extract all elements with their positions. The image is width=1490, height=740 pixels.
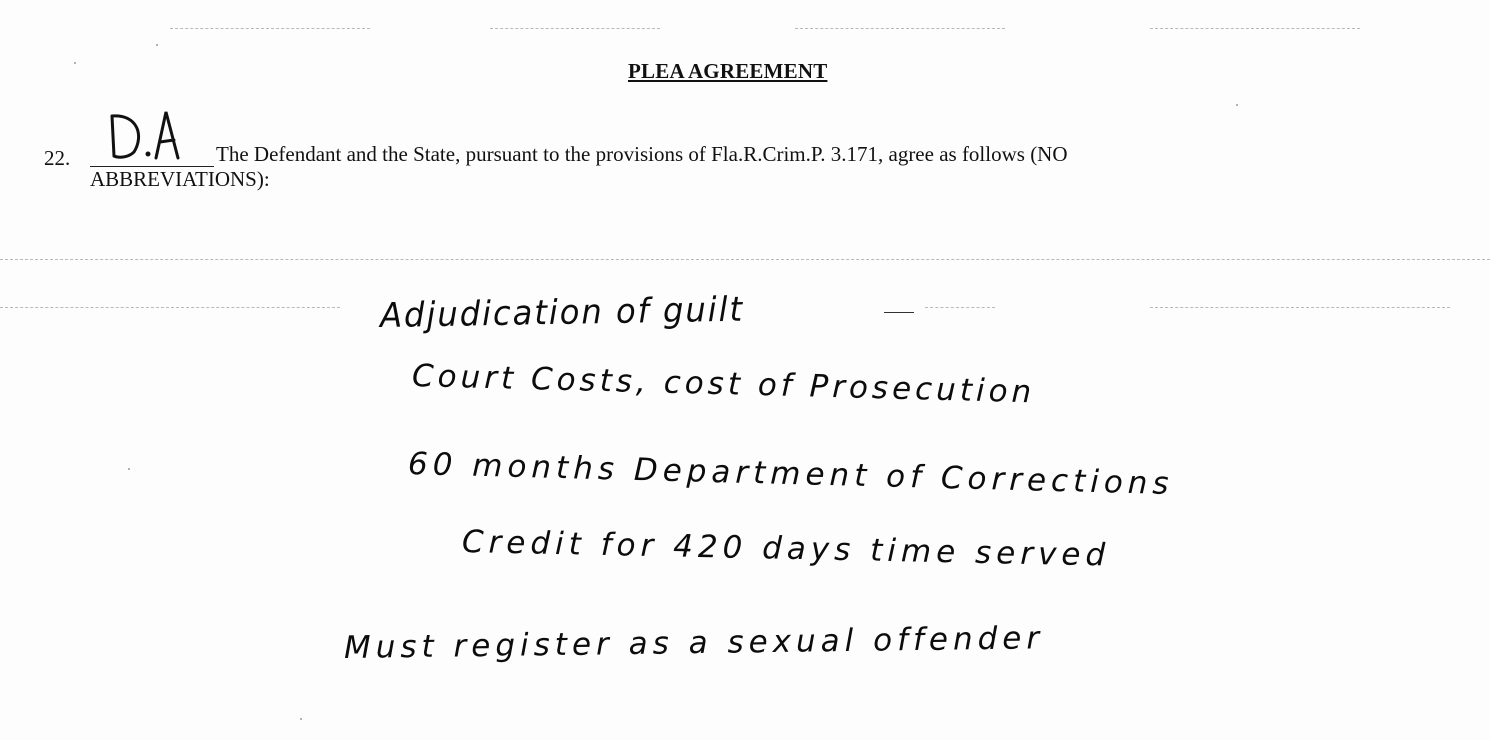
scan-artifact-dot bbox=[1236, 104, 1238, 106]
scan-artifact-line bbox=[490, 28, 660, 29]
scan-artifact-line bbox=[1150, 307, 1450, 308]
scan-artifact-line bbox=[795, 28, 1005, 29]
scan-artifact-line bbox=[0, 307, 340, 308]
handwritten-term-adjudication: Adjudication of guilt bbox=[379, 289, 745, 336]
handwritten-term-sentence: 60 months Department of Corrections bbox=[407, 446, 1175, 503]
handwritten-term-credit: Credit for 420 days time served bbox=[461, 524, 1111, 574]
handwritten-dash bbox=[884, 312, 914, 313]
scan-artifact-line bbox=[0, 259, 1490, 260]
scan-artifact-dot bbox=[74, 62, 76, 64]
paragraph-text-line-1: The Defendant and the State, pursuant to the provisions of Fla.R.Crim.P. 3.171, agree as follows (NO bbox=[216, 142, 1068, 166]
document-title: PLEA AGREEMENT bbox=[628, 59, 828, 83]
handwritten-term-registration: Must register as a sexual offender bbox=[343, 620, 1045, 666]
scan-artifact-line bbox=[925, 307, 995, 308]
paragraph-text-line-2: ABBREVIATIONS): bbox=[90, 167, 270, 191]
paragraph-number: 22. bbox=[44, 146, 71, 170]
handwritten-term-costs: Court Costs, cost of Prosecution bbox=[411, 358, 1036, 411]
scan-artifact-dot bbox=[128, 468, 130, 470]
scan-artifact-dot bbox=[300, 718, 302, 720]
scan-artifact-dot bbox=[156, 44, 158, 46]
scan-artifact-line bbox=[170, 28, 370, 29]
handwritten-initials-signature bbox=[108, 108, 188, 166]
scan-artifact-line bbox=[1150, 28, 1360, 29]
